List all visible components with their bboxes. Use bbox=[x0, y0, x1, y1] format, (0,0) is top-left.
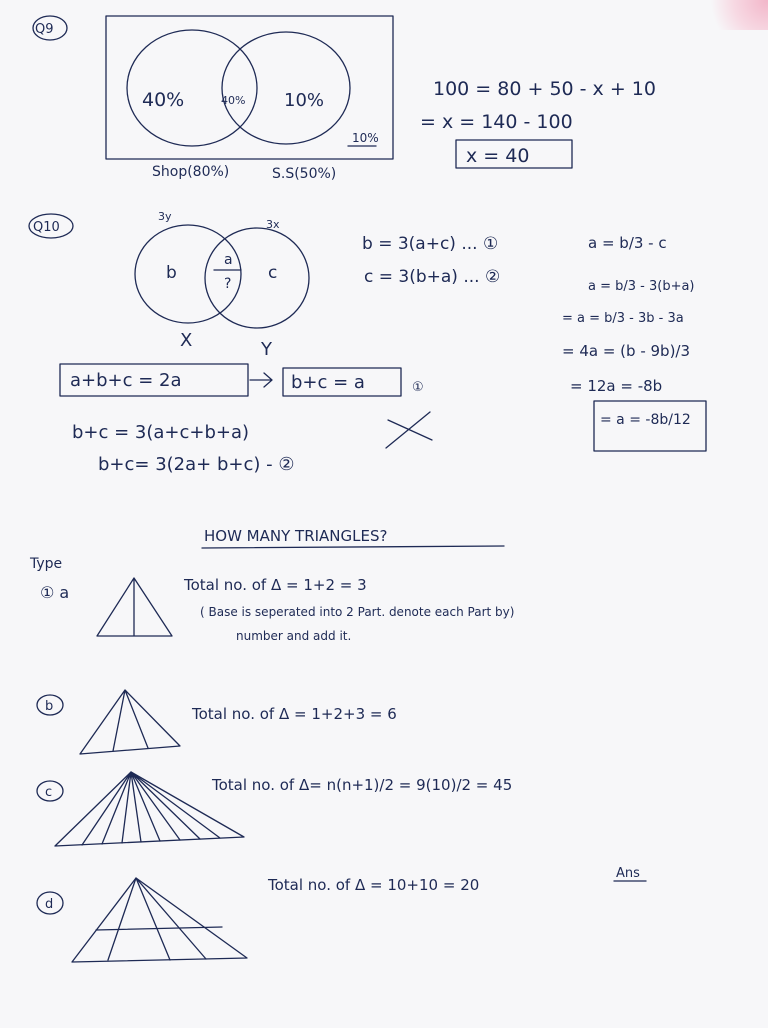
triangles-d-marker: d bbox=[45, 897, 54, 912]
q10-box-1-text: a+b+c = 2a bbox=[70, 370, 182, 391]
q10-box-2-text: b+c = a bbox=[291, 372, 365, 393]
q10-venn-mid-a: a bbox=[224, 252, 233, 268]
q10-venn-top-left: 3y bbox=[158, 210, 172, 223]
triangles-c-text: Total no. of Δ= n(n+1)/2 = 9(10)/2 = 45 bbox=[212, 776, 513, 794]
q10-right-line-2: c = 3(b+a) ... ② bbox=[364, 267, 501, 287]
q10-eq-2: b+c= 3(2a+ b+c) - ② bbox=[98, 454, 295, 475]
q10-right-line-4: a = b/3 - 3(b+a) bbox=[588, 279, 695, 294]
q10-right-line-5: = a = b/3 - 3b - 3a bbox=[562, 311, 684, 326]
q10-venn-y-circle bbox=[205, 228, 309, 328]
q10-venn-right: c bbox=[268, 263, 278, 283]
q10-implies-arrow bbox=[250, 373, 272, 387]
triangles-heading: HOW MANY TRIANGLES? bbox=[204, 527, 388, 545]
q9-venn-middle-value: 40% bbox=[221, 94, 246, 107]
q10-venn-x-circle bbox=[135, 225, 241, 323]
q9-venn-right-value: 10% bbox=[284, 90, 325, 111]
q9-venn-left-value: 40% bbox=[142, 89, 185, 111]
triangles-type-label: Type bbox=[30, 556, 63, 572]
triangles-d-ans: Ans bbox=[616, 866, 640, 881]
page-corner-shading bbox=[698, 0, 768, 30]
triangles-a-marker: ① a bbox=[40, 583, 70, 602]
q10-venn-left: b bbox=[166, 263, 177, 283]
triangles-a-note-1: ( Base is seperated into 2 Part. denote each Part by) bbox=[200, 605, 515, 619]
triangle-d-figure bbox=[72, 878, 247, 962]
q10-ref-1: ① bbox=[412, 380, 424, 395]
q10-set-y-label: Y bbox=[261, 339, 272, 360]
q9-label: Q9 bbox=[35, 22, 54, 37]
triangle-a-figure bbox=[97, 578, 172, 636]
q10-right-line-3: a = b/3 - c bbox=[588, 234, 667, 252]
triangles-heading-underline bbox=[202, 546, 504, 548]
q10-strike-mark bbox=[386, 412, 432, 448]
q10-venn-top-right: 3x bbox=[266, 218, 280, 231]
q10-eq-1: b+c = 3(a+c+b+a) bbox=[72, 422, 250, 443]
q10-label: Q10 bbox=[33, 220, 60, 235]
q9-line-2: = x = 140 - 100 bbox=[420, 111, 573, 133]
q9-venn-left-circle bbox=[127, 30, 257, 146]
q10-venn-mid-q: ? bbox=[224, 276, 232, 292]
q10-right-line-8: = a = -8b/12 bbox=[600, 412, 691, 428]
q9-set-b-label: S.S(50%) bbox=[272, 166, 337, 182]
q9-venn-outside-value: 10% bbox=[352, 131, 379, 145]
triangles-c-marker: c bbox=[45, 785, 53, 800]
q9-line-1: 100 = 80 + 50 - x + 10 bbox=[433, 78, 656, 100]
triangles-b-text: Total no. of Δ = 1+2+3 = 6 bbox=[192, 705, 397, 723]
q9-line-3: x = 40 bbox=[466, 145, 530, 167]
q10-set-x-label: X bbox=[180, 330, 193, 351]
triangle-b-figure bbox=[80, 690, 180, 754]
q10-right-line-6: = 4a = (b - 9b)/3 bbox=[562, 342, 691, 360]
q10-right-line-1: b = 3(a+c) ... ① bbox=[362, 234, 499, 254]
q9-set-a-label: Shop(80%) bbox=[152, 164, 230, 180]
triangles-a-text: Total no. of Δ = 1+2 = 3 bbox=[184, 576, 367, 594]
q9-venn-right-circle bbox=[222, 32, 350, 144]
q10-right-line-7: = 12a = -8b bbox=[570, 377, 663, 395]
triangles-b-marker: b bbox=[45, 699, 54, 714]
triangles-d-text: Total no. of Δ = 10+10 = 20 bbox=[268, 876, 480, 894]
triangles-a-note-2: number and add it. bbox=[236, 629, 352, 643]
